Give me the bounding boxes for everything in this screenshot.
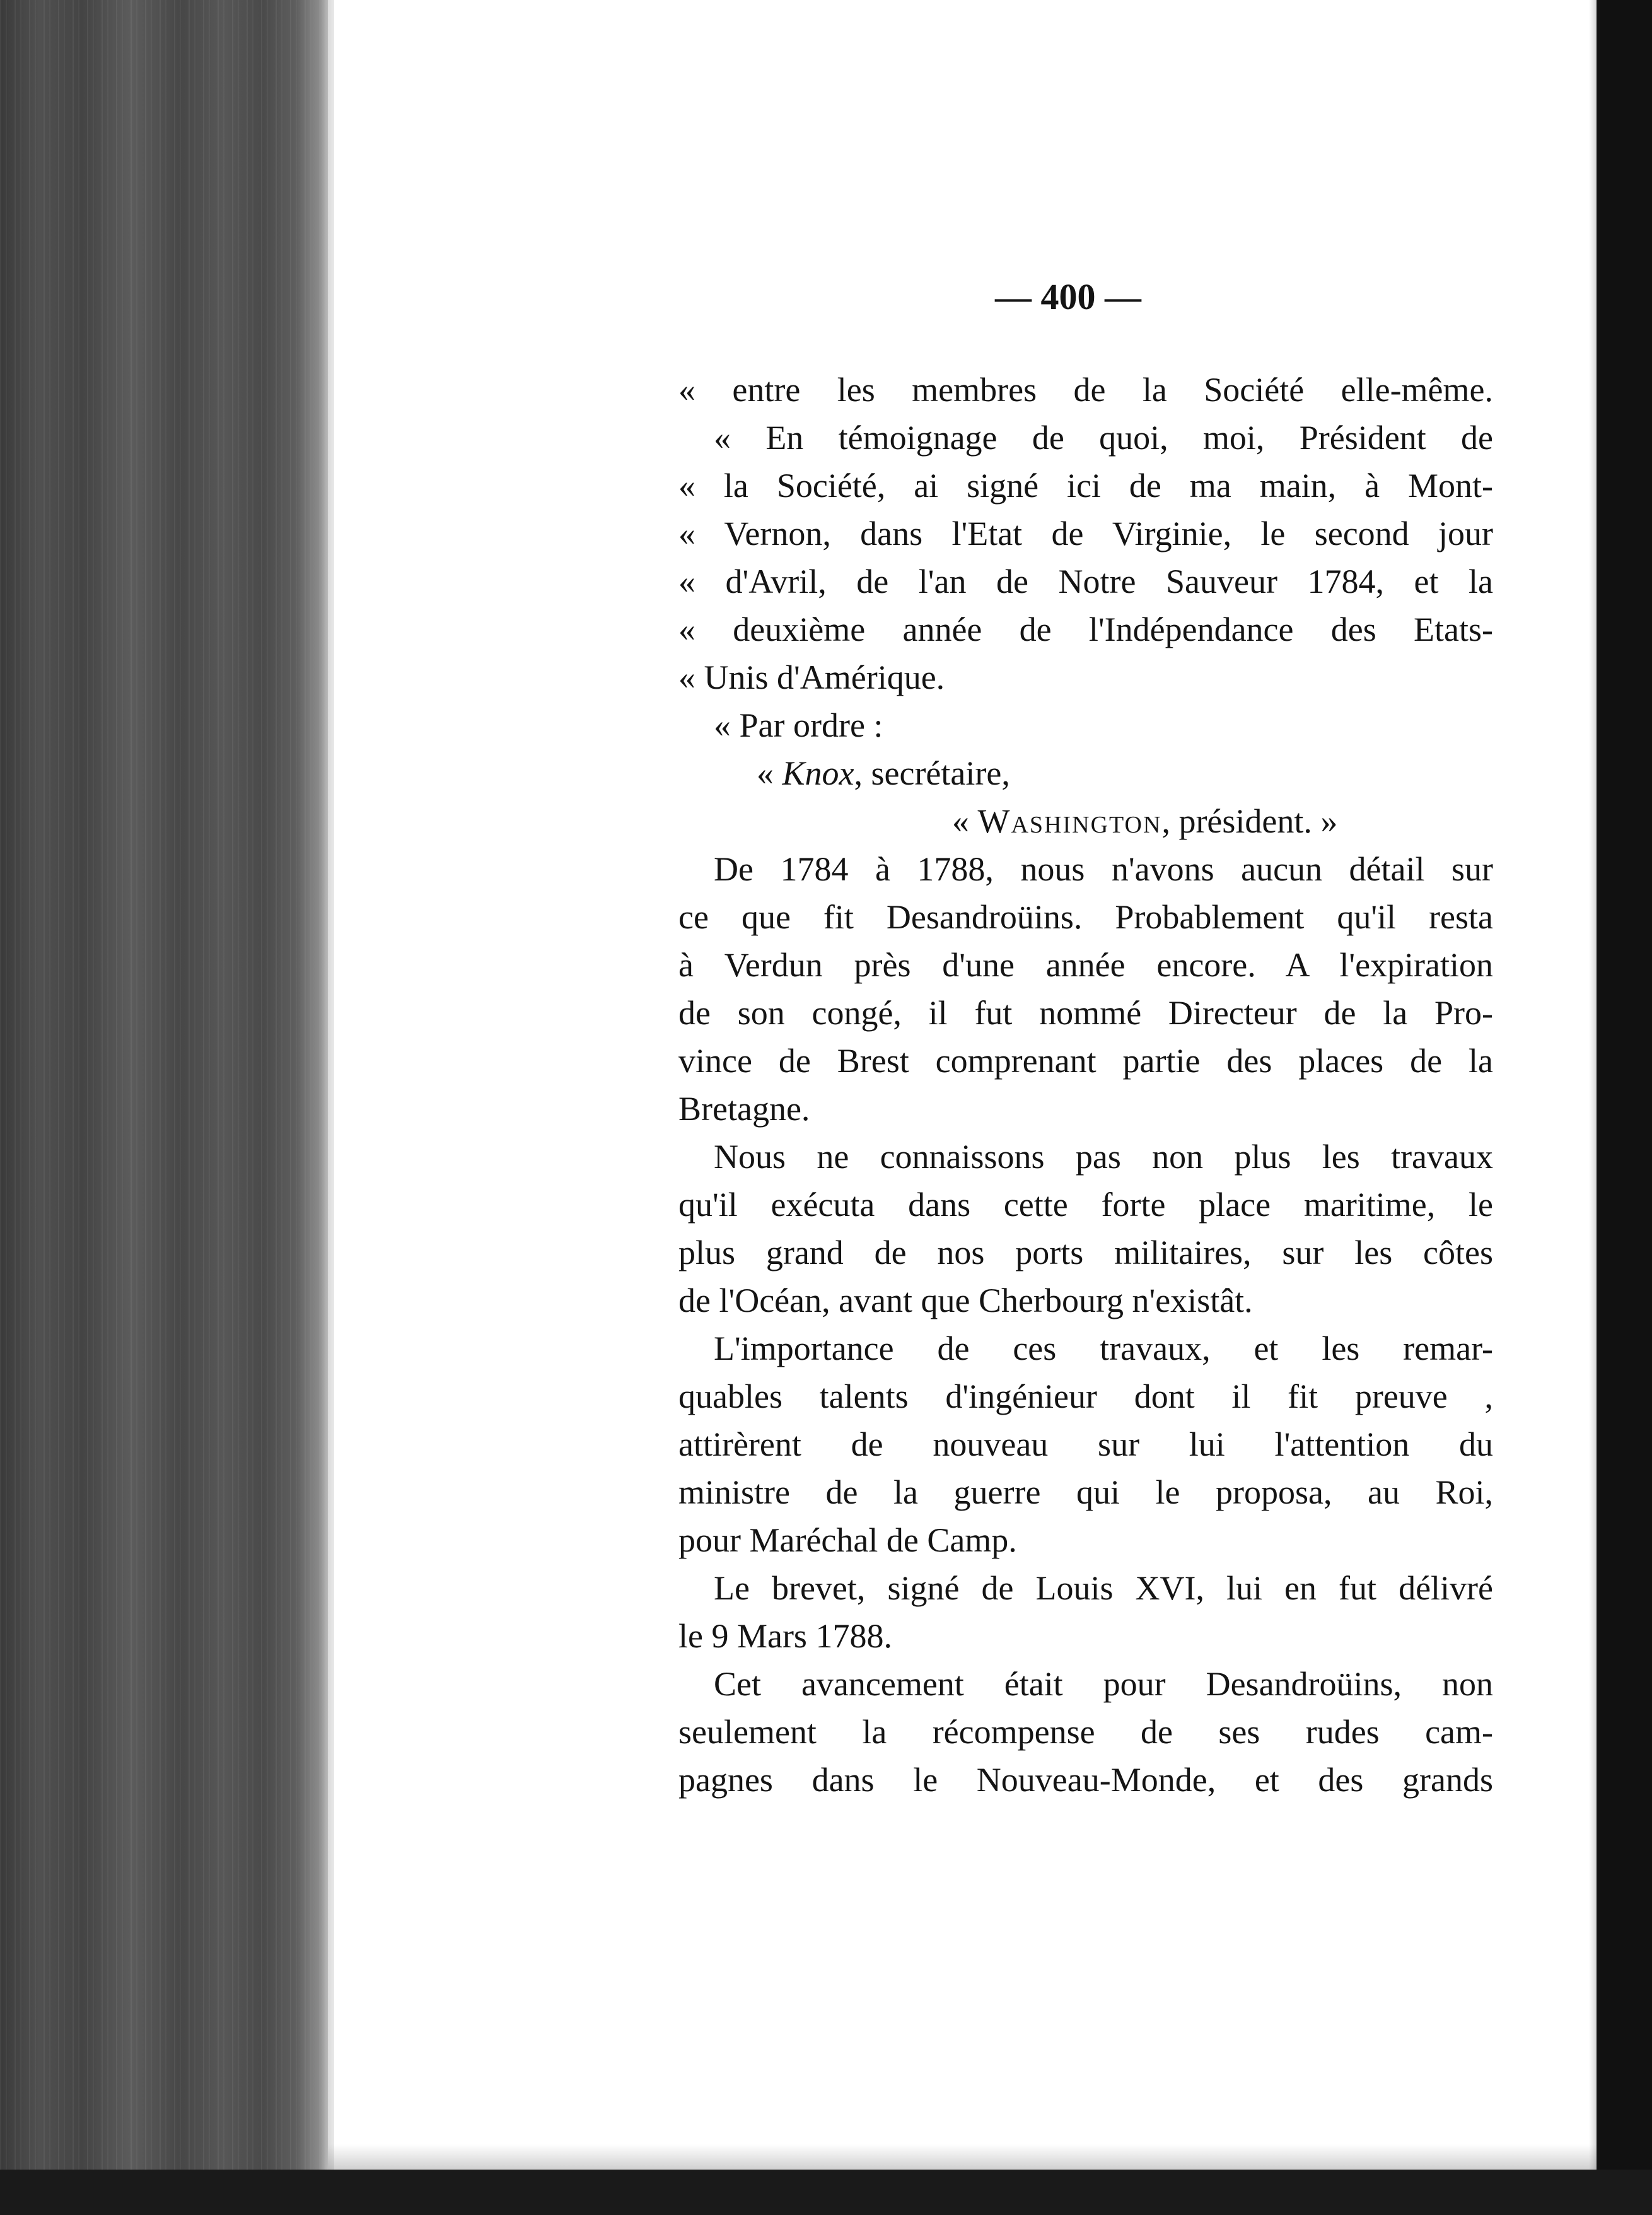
page-fold-edge bbox=[296, 0, 334, 2215]
text-line: « Unis d'Amérique. bbox=[678, 658, 945, 696]
text-line: « deuxième année de l'Indépendance des Etats- bbox=[678, 611, 1493, 648]
text-line: Bretagne. bbox=[678, 1090, 810, 1128]
text-line: attirèrent de nouveau sur lui l'attention du bbox=[678, 1425, 1493, 1463]
scanner-right-border bbox=[1597, 0, 1652, 2215]
text-line: de l'Océan, avant que Cherbourg n'existât. bbox=[678, 1282, 1253, 1319]
text-line: L'importance de ces travaux, et les remar- bbox=[714, 1330, 1493, 1367]
page-body bbox=[678, 366, 1493, 1804]
signature-washington bbox=[678, 797, 1493, 845]
text-line: seulement la récompense de ses rudes cam- bbox=[678, 1713, 1493, 1751]
text-line: qu'il exécuta dans cette forte place maritime, le bbox=[678, 1186, 1493, 1224]
text-line: le 9 Mars 1788. bbox=[678, 1617, 892, 1655]
text-line: ce que fit Desandroüins. Probablement qu'il resta bbox=[678, 898, 1493, 936]
text-line: « d'Avril, de l'an de Notre Sauveur 1784, et la bbox=[678, 563, 1493, 600]
text-line: pour Maréchal de Camp. bbox=[678, 1521, 1017, 1559]
text-line: de son congé, il fut nommé Directeur de la Pro- bbox=[678, 994, 1493, 1032]
text-line: plus grand de nos ports militaires, sur les côtes bbox=[678, 1234, 1493, 1271]
text-line: Cet avancement était pour Desandroüins, non bbox=[714, 1665, 1493, 1703]
text-line: « Vernon, dans l'Etat de Virginie, le second jour bbox=[678, 515, 1493, 552]
signature-prefix: « bbox=[952, 802, 978, 840]
scanner-bottom-border bbox=[0, 2170, 1652, 2215]
signature-prefix: « bbox=[757, 754, 782, 792]
text-line: vince de Brest comprenant partie des places de la bbox=[678, 1042, 1493, 1080]
signature-knox bbox=[678, 749, 1493, 797]
text-line: pagnes dans le Nouveau-Monde, et des grands bbox=[678, 1761, 1493, 1799]
signature-title-knox: , secrétaire, bbox=[854, 754, 1010, 792]
text-line: Le brevet, signé de Louis XVI, lui en fut délivré bbox=[714, 1569, 1493, 1607]
signature-name-knox: Knox bbox=[782, 754, 854, 792]
signature-name-washington: Washington bbox=[977, 802, 1162, 840]
text-line: quables talents d'ingénieur dont il fit preuve , bbox=[678, 1377, 1493, 1415]
text-line: « Par ordre : bbox=[714, 706, 883, 744]
text-line: « entre les membres de la Société elle-même. bbox=[678, 371, 1493, 409]
page-number: — 400 — bbox=[995, 276, 1141, 317]
page-bottom-shade bbox=[328, 2144, 1597, 2170]
book-binding-shadow bbox=[0, 0, 328, 2215]
text-line: à Verdun près d'une année encore. A l'expiration bbox=[678, 946, 1493, 984]
signature-title-washington: , président. » bbox=[1161, 802, 1338, 840]
text-line: De 1784 à 1788, nous n'avons aucun détail sur bbox=[714, 850, 1493, 888]
text-line: Nous ne connaissons pas non plus les travaux bbox=[714, 1138, 1493, 1176]
text-line: « la Société, ai signé ici de ma main, à Mont- bbox=[678, 467, 1493, 505]
text-line: « En témoignage de quoi, moi, Président de bbox=[714, 419, 1493, 457]
text-line: ministre de la guerre qui le proposa, au Roi, bbox=[678, 1473, 1493, 1511]
